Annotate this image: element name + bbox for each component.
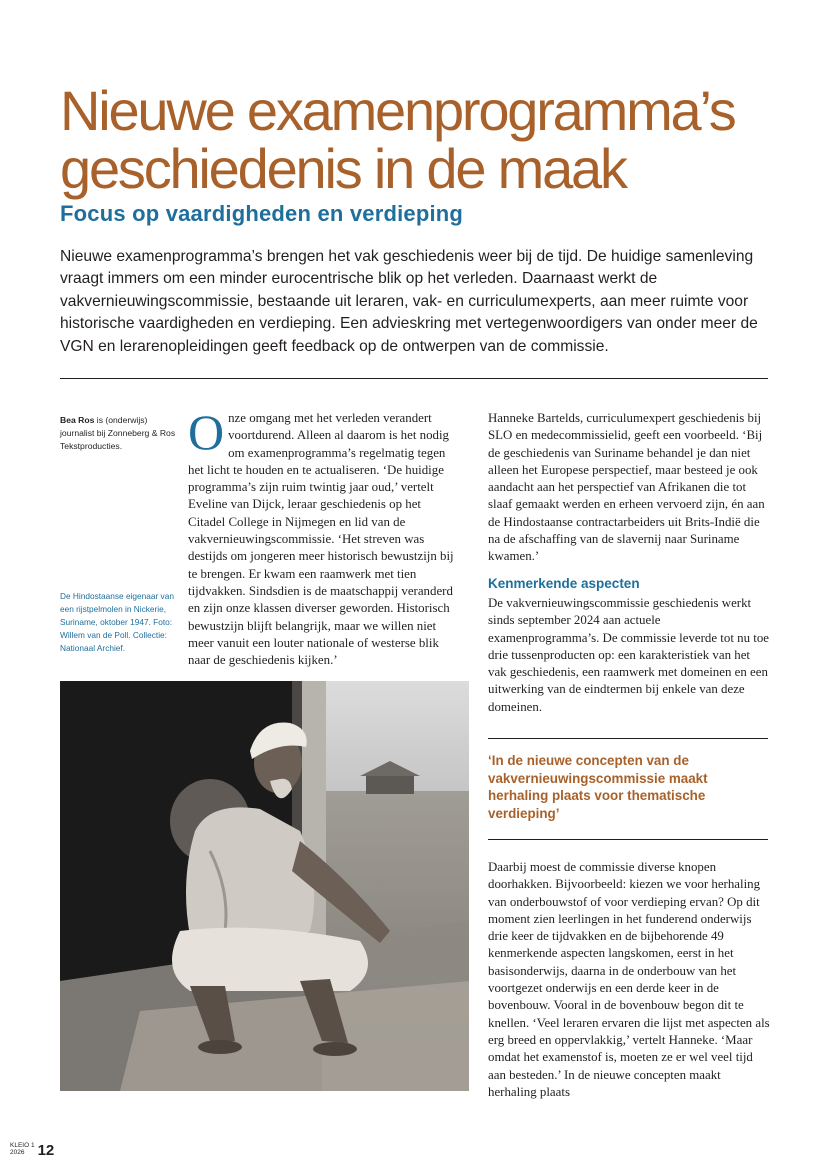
article-photo [60,681,469,1091]
pullquote-rule-top [488,738,768,739]
magazine-year: 2026 [10,1149,25,1156]
page-footer [10,1142,54,1160]
author-name: Bea Ros [60,415,95,425]
article-subtitle: Focus op vaardigheden en verdieping [60,201,464,226]
title-line-2: geschiedenis in de maak [60,137,626,200]
column-1-text: nze omgang met het verleden verandert voortdurend. Alleen al daarom is het nodig om examenprogramma’s regelmatig tegen het licht te houden en te actualiseren. ‘De huidige programma’s zijn ruim twintig jaar oud,’ vertelt Eveline van Dijck, leraar geschiedenis op het Citadel College in Nijmegen en lid van de vakvernieuwingscommissie. ‘Het streven was destijds om jongeren meer historisch bewustzijn bij te brengen. Er kwam een raamwerk met tien tijdvakken. Sindsdien is de maatschappij veranderd en zijn onze klassen diverser geworden. Historisch bewustzijn blijft belangrijk, maar we willen niet meer vanuit een louter nationale of westerse blik naar de geschiedenis kijken.’ [188,411,454,668]
body-column-1 [188,404,458,669]
photo-caption: De Hindostaanse eigenaar van een rijstpelmolen in Nickerie, Suriname, oktober 1947. Foto: Willem van de Poll. Collectie: Nationaal Archief. [60,591,174,653]
body-column-3: Daarbij moest de commissie diverse knopen doorhakken. Bijvoorbeeld: kiezen we voor herhaling van onderbouwstof of voor verdieping ervan? Op dit moment zien leerlingen in het funderend onderwijs drie keer de tijdvakken en de bijbehorende 49 kenmerkende aspecten langskomen, eerst in het basisonderwijs, daarna in de onderbouw van het voortgezet onderwijs en een derde keer in de bovenbouw. Vooral in de bovenbouw begon dit te knellen. ‘Veel leraren ervaren die lijst met aspecten als erg breed en oppervlakkig,’ vertelt Hanneke. ‘Maar omdat het examenstof is, moeten ze er wel veel tijd aan besteden.’ In de nieuwe concepten maakt herhaling plaats [488,860,770,1099]
magazine-label [10,1142,35,1156]
page-number: 12 [37,1142,55,1159]
article-intro: Nieuwe examenprogramma’s brengen het vak geschiedenis weer bij de tijd. De huidige samenleving vraagt immers om een minder eurocentrische blik op het verleden. Daarnaast werkt de vakvernieuwingscommissie, bestaande uit leraren, vak- en curriculumexperts, aan meer ruimte voor historische vaardigheden en verdieping. Een advieskring met vertegenwoordigers van onder meer de VGN en lerarenopleidingen geeft feedback op de ontwerpen van de commissie. [60,248,758,355]
author-credit [60,414,178,453]
photo-man-crouching-illustration [60,681,469,1091]
author-bio: is (onderwijs) journalist bij Zonneberg & Ros Tekstproducties. [60,415,176,451]
pull-quote: ‘In de nieuwe concepten van de vakvernieuwingscommissie maakt herhaling plaats voor thematische verdieping’ [488,753,708,821]
body-column-2-continued: De vakvernieuwingscommissie geschiedenis werkt sinds september 2024 aan actuele examenprogramma’s. De commissie leverde tot nu toe drie tussenproducten op: een karakteristiek van het vak geschiedenis, een raamwerk met domeinen en een uitwerking van de eindtermen bij enkele van deze domeinen. [488,596,770,714]
body-column-2: Hanneke Bartelds, curriculumexpert geschiedenis bij SLO en medecommissielid, geeft een voorbeeld. ‘Bij de geschiedenis van Suriname behandel je dan niet alleen het Europese perspectief, maar besteed je ook aandacht aan het perspectief van Afrikanen die tot slaaf gemaakt werden en erheen vervoerd zijn, én aan de Hindostaanse contractarbeiders uit Brits-Indië die na de afschaffing van de slavernij naar Suriname kwamen.’ [488,411,765,564]
magazine-name: KLEIO 1 [10,1142,35,1149]
title-line-1: Nieuwe examenprogramma’s [60,79,735,142]
pullquote-rule-bottom [488,839,768,840]
drop-cap: O [188,404,225,460]
divider-top [60,378,768,379]
section-heading-kenmerkende-aspecten: Kenmerkende aspecten [488,576,640,591]
article-title [60,79,780,200]
